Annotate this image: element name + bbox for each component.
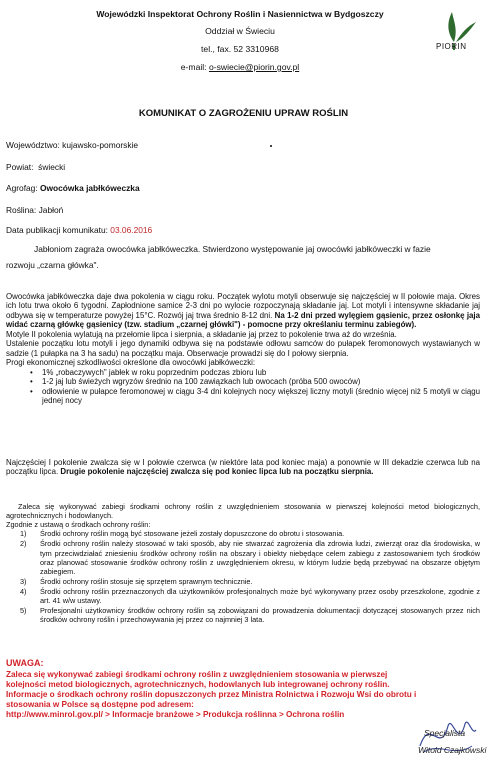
plant-field — [6, 205, 63, 215]
pubdate-field — [6, 225, 152, 235]
rule-item — [20, 539, 480, 576]
page-title: KOMUNIKAT O ZAGROŻENIU UPRAW ROŚLIN — [138, 108, 349, 119]
body-section — [6, 292, 480, 406]
rules-intro: Zaleca się wykonywać zabiegi środkami ochrony roślin z uwzględnieniem stosowania w pierwszej kolejności metod biologicznych, agrotechnicznych i hodowlanych. — [6, 502, 480, 521]
lead-line-2: rozwoju „czarna główka". — [6, 259, 99, 270]
pubdate-value: 03.06.2016 — [110, 225, 153, 235]
rule-item — [20, 606, 480, 625]
threshold-item: • odłowienie w pułapce feromonowej w ciągu 3-4 dni kolejnych nocy większej liczny motyli (średnio więcej niż 5 motyli w ciągu jednej nocy — [42, 387, 480, 406]
rule-number: 4) — [20, 586, 27, 596]
monitoring-paragraph: Ustalenie początku lotu motyli i jego dynamiki odbywa się na podstawie odłowu samców do pułapek feromonowych wystawianych w sadzie (1 pułapka na 3 ha sadu) na początku maja. Obserwacje prowadzi się do I połowy sierpnia. — [6, 339, 480, 358]
first-generation-text: Najczęściej I pokolenie zwalcza się w I połowie czerwca (w niektóre lata pod koniec maja) a ponownie w III dekadzie czerwca lub na początku lipca. — [6, 458, 480, 477]
warning-link[interactable]: http://www.minrol.gov.pl/ > Informacje branżowe > Produkcja roślinna > Ochrona roślin — [6, 709, 345, 719]
threshold-item: • 1% „robaczywych" jabłek w roku poprzednim podczas zbioru lub — [42, 368, 480, 377]
pest-field — [6, 183, 140, 193]
rules-section — [6, 502, 480, 625]
lifecycle-text: Owocówka jabłkóweczka daje dwa pokolenia w ciągu roku. Początek wylotu motyli obserwuje się najczęściej w II połowie maja. Okres ich lotu trwa około 6 tygodni. Zapłodnione samice 2-3 dni po wylocie rozpoczynają składanie jaj. Lot motyli i intensywne składanie jaj odbywa się w temperaturze powyżej 15°C. Rozwój jaj trwa średnio 8-12 dni. — [6, 292, 480, 320]
institution-name: Wojewódzki Inspektorat Ochrony Roślin i Nasiennictwa w Bydgoszczy — [96, 9, 384, 19]
pubdate-label: Data publikacji komunikatu: — [6, 225, 108, 235]
black-head-text: Na 1-2 dni przed wylęgiem gąsienic, przez osłonkę jaja widać czarną główkę gąsienicy (tzw. stadium „czarnej główki") - pomocne przy określaniu terminu zabiegów). — [6, 310, 481, 330]
phone-fax: tel., fax. 52 3310968 — [201, 44, 279, 54]
voivodeship-field: Województwo: kujawsko-pomorskie — [6, 140, 139, 150]
signature-title: Specjalista — [424, 728, 466, 738]
warning-info: Informacje o środkach ochrony roślin dopuszczonych przez Ministra Rolnictwa i Rozwoju Wsi do obrotu i stosowania w Polsce są dostępne pod adresem: — [6, 689, 417, 709]
pest-label: Agrofag: — [6, 183, 38, 193]
rule-text: Środki ochrony roślin przeznaczonych dla użytkowników profesjonalnych może być wykonywany przez osoby przeszkolone, zgodnie z art. 41 w/w ustawy. — [40, 586, 480, 606]
second-generation-paragraph: Motyle II pokolenia wylatują na przełomie lipca i sierpnia, a składanie jaj przez to pokolenie trwa aż do września. — [6, 329, 397, 339]
rules-sub-intro: Zgodnie z ustawą o środkach ochrony roślin: — [6, 520, 151, 530]
control-timing-paragraph — [6, 458, 480, 477]
lead-paragraph — [6, 242, 480, 274]
email-link[interactable]: o-swiecie@piorin.gov.pl — [208, 62, 300, 72]
rule-number: 1) — [20, 529, 27, 539]
rule-item — [20, 529, 480, 539]
rule-text: Środki ochrony roślin należy stosować w taki sposób, aby nie stwarzać zagrożenia dla zdrowia ludzi, zwierząt oraz dla środowiska, w tym przeciwdziałać zniesieniu środków ochrony roślin na obszary i obiekty niebędące celem zabiegu z zastosowaniem tych środków oraz planować stosowanie środków ochrony roślin z uwzględnieniem okresu, w którym ludzie będą przebywać na obszarze objętym zabiegiem. — [40, 539, 480, 576]
warning-title: UWAGA: — [6, 658, 44, 668]
warning-box — [6, 658, 426, 720]
rules-list — [6, 529, 480, 624]
email-label: e-mail: — [180, 62, 209, 72]
pest-value: Owocówka jabłkóweczka — [40, 183, 140, 193]
rule-number: 2) — [20, 539, 27, 549]
warning-recommendation: Zaleca się wykonywać zabiegi środkami ochrony roślin z uwzględnieniem stosowania w pierwszej kolejności metod biologicznych, agrotechnicznych, hodowlanych lub integrowanej ochrony roślin. — [6, 669, 390, 689]
county-field — [6, 162, 65, 172]
plant-label: Roślina: — [6, 205, 37, 215]
second-generation-text: Drugie pokolenie najczęściej zwalcza się pod koniec lipca lub na początku sierpnia. — [60, 467, 374, 477]
email-line — [40, 63, 440, 72]
rule-item — [20, 586, 480, 606]
rule-text: Środki ochrony roślin mogą być stosowane jeżeli zostały dopuszczone do obrotu i stosowania. — [40, 529, 345, 539]
stray-mark — [270, 145, 272, 147]
lead-line-1: Jabłoniom zagraża owocówka jabłkóweczka. Stwierdzono występowanie jaj owocówki jabłkóweczki w fazie — [34, 244, 431, 254]
county-label: Powiat: — [6, 162, 34, 172]
rule-text: Środki ochrony roślin stosuje się sprzętem sprawnym technicznie. — [40, 576, 253, 586]
logo-text: PIORIN — [436, 42, 467, 51]
rule-number: 5) — [20, 606, 27, 616]
rule-number: 3) — [20, 576, 27, 586]
rule-item — [20, 576, 480, 586]
branch-name: Oddział w Świeciu — [205, 26, 275, 36]
thresholds-intro: Progi ekonomicznej szkodliwości określone dla owocówki jabłkóweczki: — [6, 358, 256, 368]
signature-name: Witold Czajkowski — [418, 745, 487, 755]
thresholds-list — [6, 368, 480, 406]
lifecycle-paragraph — [6, 292, 480, 330]
county-value: świecki — [38, 162, 66, 172]
threshold-item: • 1-2 jaj lub świeżych wgryzów średnio na 100 zawiązkach lub owocach (próba 500 owoców) — [42, 377, 480, 386]
plant-value: Jabłoń — [38, 205, 64, 215]
rule-text: Profesjonalni użytkownicy środków ochrony roślin są zobowiązani do prowadzenia dokumentacji dotyczącej stosowanych przez nich środków ochrony roślin i przechowywania jej przez co najmniej 3 lata. — [40, 606, 480, 625]
